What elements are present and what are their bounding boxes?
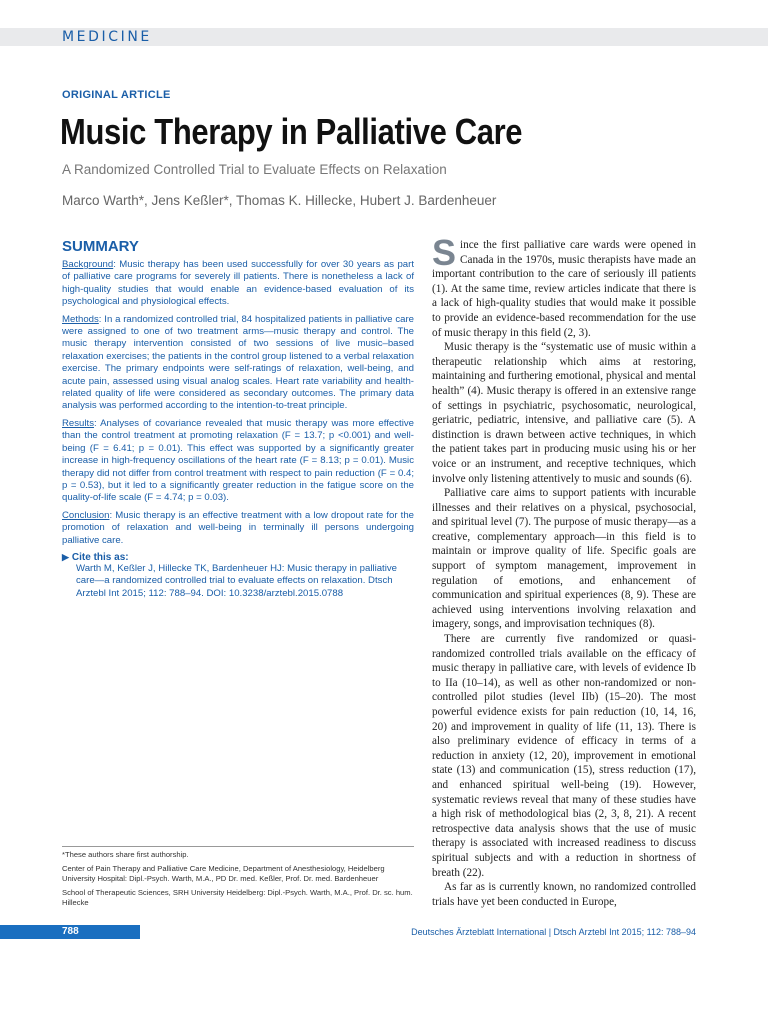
article-type: ORIGINAL ARTICLE	[62, 89, 171, 101]
methods-text: : In a randomized controlled trial, 84 hospitalized patients in palliative care were assigned to one of two treatment arms—music therapy and control. The music therapy intervention consisted of two sessions of live music–based relaxation exercises; the patients in the control group listened to a verbal relaxation exercise. The primary endpoints were self-ratings of relaxation, well-being, and acute pain, assessed using visual analog scales. Heart rate variability and health-related quality of life were considered as secondary outcomes. The primary data analysis was performed according to the intention-to-treat principle.	[62, 313, 414, 412]
cite-block	[62, 552, 414, 600]
summary-heading: SUMMARY	[62, 238, 139, 255]
footnotes	[62, 850, 418, 912]
summary-methods	[62, 314, 414, 413]
footnote-affiliation-1: Center of Pain Therapy and Palliative Care Medicine, Department of Anesthesiology, Heidelberg University Hospital: Dipl.-Psych. Warth, M.A., PD Dr. med. Keßler, Prof. Dr. med. Bardenheuer	[62, 864, 385, 883]
footnote-divider	[62, 846, 414, 847]
results-text: : Analyses of covariance revealed that music therapy was more effective than the control treatment at promoting relaxation (F = 13.7; p <0.001) and well-being (F = 6.41; p = 0.01). This effect was supported by a significantly greater increase in high-frequency oscillations of the heart rate (F = 8.13; p = 0.01). Music therapy did not differ from control treatment with respect to pain reduction (F = 0.4; p = 0.53), but it led to a significantly greater reduction in the fatigue score on the quality-of-life scale (F = 4.74; p = 0.03).	[62, 417, 414, 504]
body-paragraph-1-text: ince the first palliative care wards were opened in Canada in the 1970s, music therapists have made an important contribution to the care of seriously ill patients (1). At the same time, review articles indicate that there is a lack of high-quality studies that would make it possible to provide an evidence-based recommendation for the use of music therapy in this field (2, 3).	[432, 239, 696, 339]
body-paragraph-1	[432, 232, 696, 340]
journal-citation: Deutsches Ärzteblatt International | Dtsch Arztebl Int 2015; 112: 788–94	[411, 927, 696, 937]
body-paragraph-2: Music therapy is the “systematic use of music within a therapeutic relationship which aims at restoring, maintaining and furthering emotional, physical and mental health” (4). Music therapy is offered in an extensive range of settings in psychiatric, psychosomatic, neurological, geriatric, pediatric, intensive, and palliative care (5). A distinction is drawn between active techniques, in which the patient takes part in producing music using his or her voice or an instrument, and receptive techniques, which involve only listening attentively to music and sounds (6).	[432, 341, 696, 485]
page-number: 788	[62, 926, 79, 937]
summary-conclusion	[62, 510, 414, 547]
article-title: Music Therapy in Palliative Care	[60, 111, 523, 152]
cite-heading	[62, 552, 414, 563]
body-paragraph-5: As far as is currently known, no randomized controlled trials have yet been conducted in Europe,	[432, 881, 696, 908]
drop-cap: S	[432, 232, 457, 273]
cite-text: Warth M, Keßler J, Hillecke TK, Bardenheuer HJ: Music therapy in palliative care—a randomized controlled trial to evaluate effects on relaxation. Dtsch Arztebl Int 2015; 112: 788–94. DOI: 10.3238/arztebl.2015.0788	[76, 562, 397, 599]
cite-heading-text: Cite this as:	[71, 551, 129, 563]
footnote-authorship: *These authors share first authorship.	[62, 850, 189, 859]
methods-label: Methods	[62, 313, 99, 325]
summary-results	[62, 418, 414, 505]
background-label: Background	[62, 259, 114, 270]
results-label: Results	[62, 417, 94, 429]
background-text: : Music therapy has been used successfully for over 30 years as part of palliative care programs for severely ill patients. There is nonetheless a lack of high-quality studies that would enable an evidence-based evaluation of its psychological and physiological effects.	[62, 259, 414, 308]
conclusion-label: Conclusion	[62, 509, 110, 521]
section-label: MEDICINE	[62, 29, 152, 45]
article-authors: Marco Warth*, Jens Keßler*, Thomas K. Hillecke, Hubert J. Bardenheuer	[62, 193, 497, 208]
body-paragraph-4: There are currently five randomized or quasi-randomized controlled trials available on the efficacy of music therapy in palliative care, with levels of evidence Ib to IIa (10–14), as well as other non-randomized or non-controlled pilot studies (level IIb) (15–20). The most powerful evidence exists for pain reduction (10, 14, 16, 20) and improvement in quality of life (11, 13). There is also preliminary evidence of efficacy in terms of a reduction in anxiety (12, 20), improvement in emotional state (13) and communication (15), stress reduction (17), and enhanced spiritual well-being (19). However, systematic reviews reveal that many of these studies have a high risk of methodological bias (2, 3, 8, 21). A recent retrospective data analysis shows that the use of music therapy is associated with increased readiness to discuss spiritual subjects and with a reduction in shortness of breath (22).	[432, 633, 696, 879]
summary-background	[62, 259, 414, 309]
conclusion-text: : Music therapy is an effective treatment with a low dropout rate for the promotion of relaxation and well-being in terminally ill persons undergoing palliative care.	[62, 509, 414, 546]
body-paragraph-3: Palliative care aims to support patients with incurable illnesses and their relatives on a physical, psychosocial, and spiritual level (7). The purpose of music therapy—as a creative, complementary approach—in this field is to maintain or improve quality of life. Specific goals are support of symptom management, improvement in regulation of emotions, and enhancement of communication and spiritual experiences (8, 9). These are achieved using interventions involving relaxation and imagery, songs, and improvisation techniques (8).	[432, 487, 696, 631]
footnote-affiliation-2: School of Therapeutic Sciences, SRH University Heidelberg: Dipl.-Psych. Warth, M.A., Prof. Dr. sc. hum. Hillecke	[62, 888, 413, 907]
article-subtitle: A Randomized Controlled Trial to Evaluate Effects on Relaxation	[62, 162, 447, 177]
body-column	[432, 232, 696, 909]
summary-section	[62, 238, 414, 600]
triangle-right-icon: ▶	[62, 551, 69, 562]
